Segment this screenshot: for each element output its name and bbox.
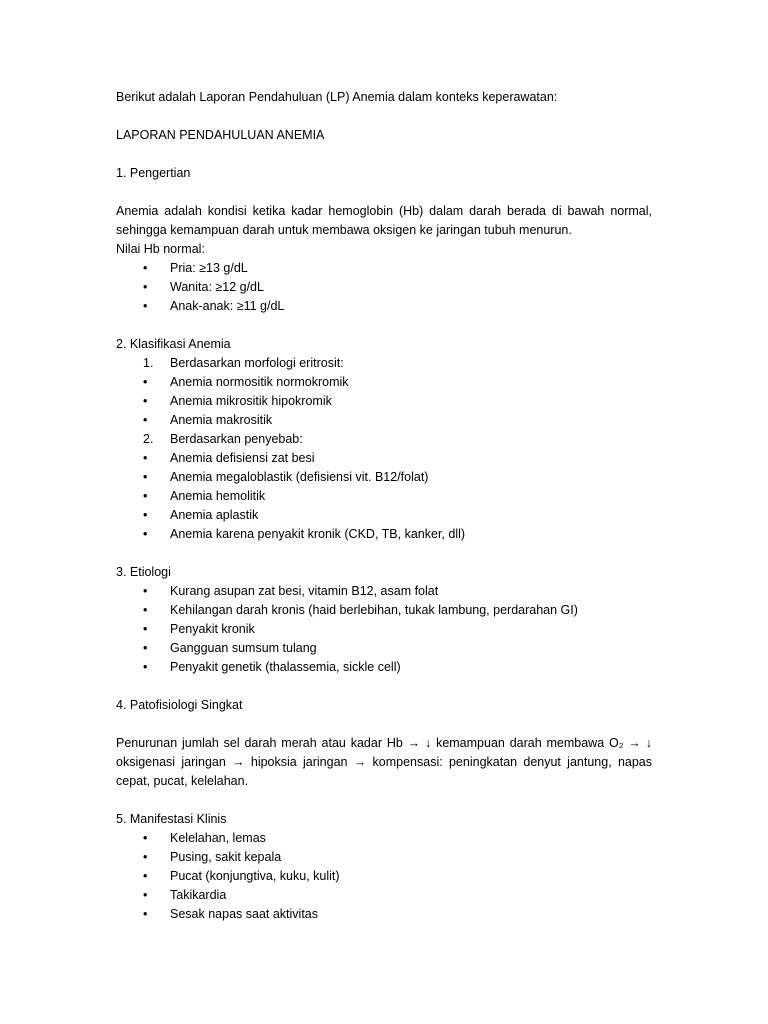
section-heading-klasifikasi: 2. Klasifikasi Anemia xyxy=(116,337,231,351)
list-item: • Pria: ≥13 g/dL xyxy=(116,259,652,278)
bullet-icon: • xyxy=(143,394,148,408)
document-title: LAPORAN PENDAHULUAN ANEMIA xyxy=(116,128,325,142)
spacer xyxy=(116,107,652,126)
list-item: • Gangguan sumsum tulang xyxy=(116,639,652,658)
list-item: • Kelelahan, lemas xyxy=(116,829,652,848)
section-heading-pengertian: 1. Pengertian xyxy=(116,166,191,180)
bullet-icon: • xyxy=(143,489,148,503)
klasifikasi-list xyxy=(116,354,652,544)
pengertian-paragraph: Anemia adalah kondisi ketika kadar hemoglobin (Hb) dalam darah berada di bawah normal, sehingga kemampuan darah untuk membawa oksigen ke jaringan tubuh menurun. xyxy=(116,204,652,237)
list-item: • Takikardia xyxy=(116,886,652,905)
list-item: • Anemia defisiensi zat besi xyxy=(116,449,652,468)
bullet-icon: • xyxy=(143,907,148,921)
list-item: • Kehilangan darah kronis (haid berlebihan, tukak lambung, perdarahan GI) xyxy=(116,601,652,620)
list-item: • Penyakit kronik xyxy=(116,620,652,639)
list-item: 1. Berdasarkan morfologi eritrosit: xyxy=(116,354,652,373)
section-heading-etiologi: 3. Etiologi xyxy=(116,565,171,579)
bullet-icon: • xyxy=(143,641,148,655)
bullet-icon: • xyxy=(143,622,148,636)
bullet-icon: • xyxy=(143,603,148,617)
list-item: • Wanita: ≥12 g/dL xyxy=(116,278,652,297)
bullet-icon: • xyxy=(143,850,148,864)
bullet-icon: • xyxy=(143,831,148,845)
manifestasi-list xyxy=(116,829,652,924)
bullet-icon: • xyxy=(143,584,148,598)
list-item: • Anemia megaloblastik (defisiensi vit. B12/folat) xyxy=(116,468,652,487)
intro-text: Berikut adalah Laporan Pendahuluan (LP) Anemia dalam konteks keperawatan: xyxy=(116,90,558,104)
bullet-icon: • xyxy=(143,869,148,883)
list-item: • Sesak napas saat aktivitas xyxy=(116,905,652,924)
list-item: • Anak-anak: ≥11 g/dL xyxy=(116,297,652,316)
spacer xyxy=(116,183,652,202)
spacer xyxy=(116,316,652,335)
section-heading-manifestasi: 5. Manifestasi Klinis xyxy=(116,812,227,826)
section-heading-patofisiologi: 4. Patofisiologi Singkat xyxy=(116,698,243,712)
bullet-icon: • xyxy=(143,375,148,389)
list-item: • Anemia makrositik xyxy=(116,411,652,430)
hb-normal-list xyxy=(116,259,652,316)
list-item: • Anemia karena penyakit kronik (CKD, TB, kanker, dll) xyxy=(116,525,652,544)
list-item: • Anemia hemolitik xyxy=(116,487,652,506)
bullet-icon: • xyxy=(143,527,148,541)
bullet-icon: • xyxy=(143,470,148,484)
bullet-icon: • xyxy=(143,660,148,674)
patofisiologi-paragraph: Penurunan jumlah sel darah merah atau kadar Hb → ↓ kemampuan darah membawa O₂ → ↓ oksigenasi jaringan → hipoksia jaringan → kompensasi: peningkatan denyut jantung, napas cepat, pucat, kelelahan. xyxy=(116,736,652,788)
list-item: • Anemia mikrositik hipokromik xyxy=(116,392,652,411)
bullet-icon: • xyxy=(143,261,148,275)
hb-normal-label: Nilai Hb normal: xyxy=(116,242,205,256)
list-item: • Pucat (konjungtiva, kuku, kulit) xyxy=(116,867,652,886)
bullet-icon: • xyxy=(143,888,148,902)
bullet-icon: • xyxy=(143,413,148,427)
list-item: 2. Berdasarkan penyebab: xyxy=(116,430,652,449)
list-item: • Anemia normositik normokromik xyxy=(116,373,652,392)
spacer xyxy=(116,791,652,810)
bullet-icon: • xyxy=(143,299,148,313)
list-item: • Anemia aplastik xyxy=(116,506,652,525)
list-item: • Penyakit genetik (thalassemia, sickle cell) xyxy=(116,658,652,677)
spacer xyxy=(116,544,652,563)
list-marker: 1. xyxy=(143,356,154,370)
spacer xyxy=(116,145,652,164)
bullet-icon: • xyxy=(143,280,148,294)
etiologi-list xyxy=(116,582,652,677)
spacer xyxy=(116,715,652,734)
document-page xyxy=(116,88,652,924)
list-item: • Kurang asupan zat besi, vitamin B12, asam folat xyxy=(116,582,652,601)
spacer xyxy=(116,677,652,696)
list-item: • Pusing, sakit kepala xyxy=(116,848,652,867)
bullet-icon: • xyxy=(143,508,148,522)
bullet-icon: • xyxy=(143,451,148,465)
list-marker: 2. xyxy=(143,432,154,446)
